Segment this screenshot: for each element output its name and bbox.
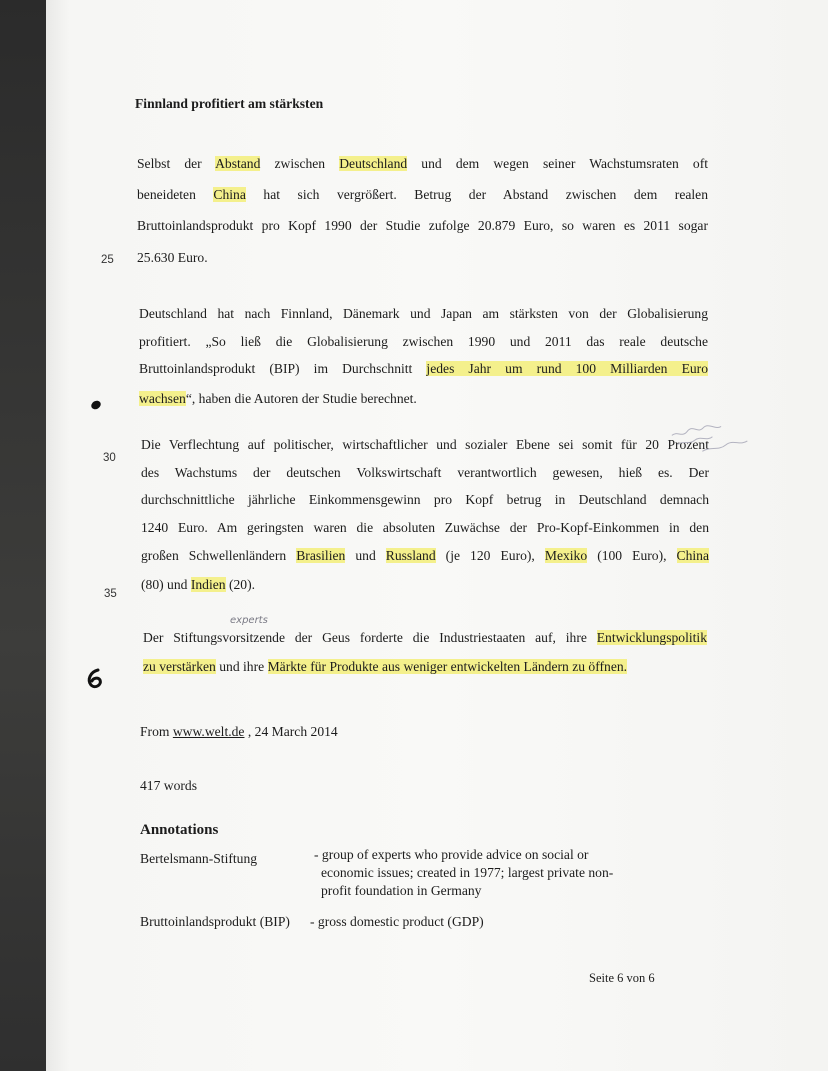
source-date: , 24 March 2014: [244, 724, 338, 739]
text-segment: Selbst der: [137, 156, 216, 171]
p1-line-2: [137, 187, 708, 203]
text-segment: 1240 Euro. Am geringsten waren die absoluten Zuwächse der Pro-Kopf-Einkommen in den: [141, 520, 709, 535]
text-segment: beneideten: [137, 187, 214, 202]
p4-line-1: [143, 630, 707, 646]
source-prefix: From: [140, 724, 173, 739]
document-page: [46, 0, 828, 1071]
highlighted-text: Entwicklungspolitik: [596, 630, 707, 645]
text-segment: profitiert. „So ließ die Globalisierung zwischen 1990 und 2011 das reale deutsche: [139, 334, 708, 349]
text-segment: 25.630 Euro.: [137, 250, 208, 265]
handwritten-note: experts: [230, 615, 268, 626]
annotation-def-1-line-3: profit foundation in Germany: [321, 883, 482, 898]
annotation-term-1: Bertelsmann-Stiftung: [140, 851, 258, 866]
highlighted-text: China: [213, 187, 246, 202]
text-segment: Die Verflechtung auf politischer, wirtschaftlicher und sozialer Ebene sei somit für 20 Prozent: [141, 437, 709, 452]
section-heading: Finnland profitiert am stärksten: [135, 96, 324, 111]
p2-line-4: [139, 391, 417, 407]
word-count: 417 words: [140, 778, 198, 793]
text-segment: “, haben die Autoren der Studie berechnet.: [185, 391, 417, 406]
highlighted-text: Indien: [190, 577, 226, 592]
p3-line-4: [141, 520, 709, 536]
highlighted-text: China: [676, 548, 710, 563]
text-segment: (100 Euro),: [587, 548, 677, 563]
pen-swirl-mark: [84, 666, 106, 690]
highlighted-text: wachsen: [139, 391, 186, 406]
annotation-term-2: Bruttoinlandsprodukt (BIP): [140, 914, 290, 929]
annotation-def-2: - gross domestic product (GDP): [310, 914, 484, 929]
background-edge: [0, 0, 46, 1071]
annotation-def-1-line-2: economic issues; created in 1977; largest private non-: [321, 865, 614, 880]
text-segment: (20).: [225, 577, 256, 592]
text-segment: Der Stiftungsvorsitzende der Geus forderte die Industriestaaten auf, ihre: [143, 630, 597, 645]
text-segment: durchschnittliche jährliche Einkommensgewinn pro Kopf betrug in Deutschland demnach: [141, 492, 709, 507]
line-number-35: 35: [104, 588, 117, 600]
source-link[interactable]: www.welt.de: [172, 724, 245, 739]
text-segment: und: [345, 548, 386, 563]
text-segment: und dem wegen seiner Wachstumsraten oft: [407, 156, 708, 171]
p3-line-2: [141, 465, 709, 481]
p3-line-6: [141, 577, 255, 593]
highlighted-text: Brasilien: [296, 548, 346, 563]
highlighted-text: Märkte für Produkte aus weniger entwickelten Ländern zu öffnen.: [267, 659, 628, 674]
text-segment: und ihre: [215, 659, 268, 674]
highlighted-text: Abstand: [215, 156, 261, 171]
p1-line-1: [137, 156, 708, 172]
p2-line-1: [139, 306, 708, 322]
text-segment: hat sich vergrößert. Betrug der Abstand zwischen dem realen: [245, 187, 708, 202]
p4-line-2: [143, 659, 627, 675]
text-segment: zwischen: [260, 156, 340, 171]
text-segment: (je 120 Euro),: [435, 548, 545, 563]
highlighted-text: zu verstärken: [143, 659, 216, 674]
p2-line-3: [139, 361, 708, 377]
annotation-def-1-line-1: - group of experts who provide advice on social or: [314, 847, 589, 862]
page-number: Seite 6 von 6: [589, 971, 655, 985]
highlighted-text: Deutschland: [339, 156, 408, 171]
p3-line-3: [141, 492, 709, 508]
highlighted-text: Mexiko: [544, 548, 588, 563]
source-line: [140, 724, 338, 740]
p1-line-3: [137, 218, 708, 234]
pen-dot-mark: [88, 398, 104, 412]
p1-line-4: [137, 250, 208, 266]
highlighted-text: jedes Jahr um rund 100 Milliarden Euro: [426, 361, 708, 376]
line-number-30: 30: [103, 452, 116, 464]
text-segment: (80) und: [141, 577, 191, 592]
text-segment: des Wachstums der deutschen Volkswirtschaft verantwortlich gewesen, hieß es. Der: [141, 465, 709, 480]
p2-line-2: [139, 334, 708, 350]
text-segment: Bruttoinlandsprodukt (BIP) im Durchschnitt: [139, 361, 427, 376]
line-number-25: 25: [101, 254, 114, 266]
highlighted-text: Russland: [385, 548, 436, 563]
p3-line-5: [141, 548, 709, 564]
margin-scribble: [669, 419, 753, 464]
text-segment: Deutschland hat nach Finnland, Dänemark und Japan am stärksten von der Globalisierung: [139, 306, 708, 321]
text-segment: Bruttoinlandsprodukt pro Kopf 1990 der Studie zufolge 20.879 Euro, so waren es 2011 sogar: [137, 218, 708, 233]
p3-line-1: [141, 437, 709, 453]
annotations-title: Annotations: [140, 822, 219, 838]
text-segment: großen Schwellenländern: [141, 548, 297, 563]
